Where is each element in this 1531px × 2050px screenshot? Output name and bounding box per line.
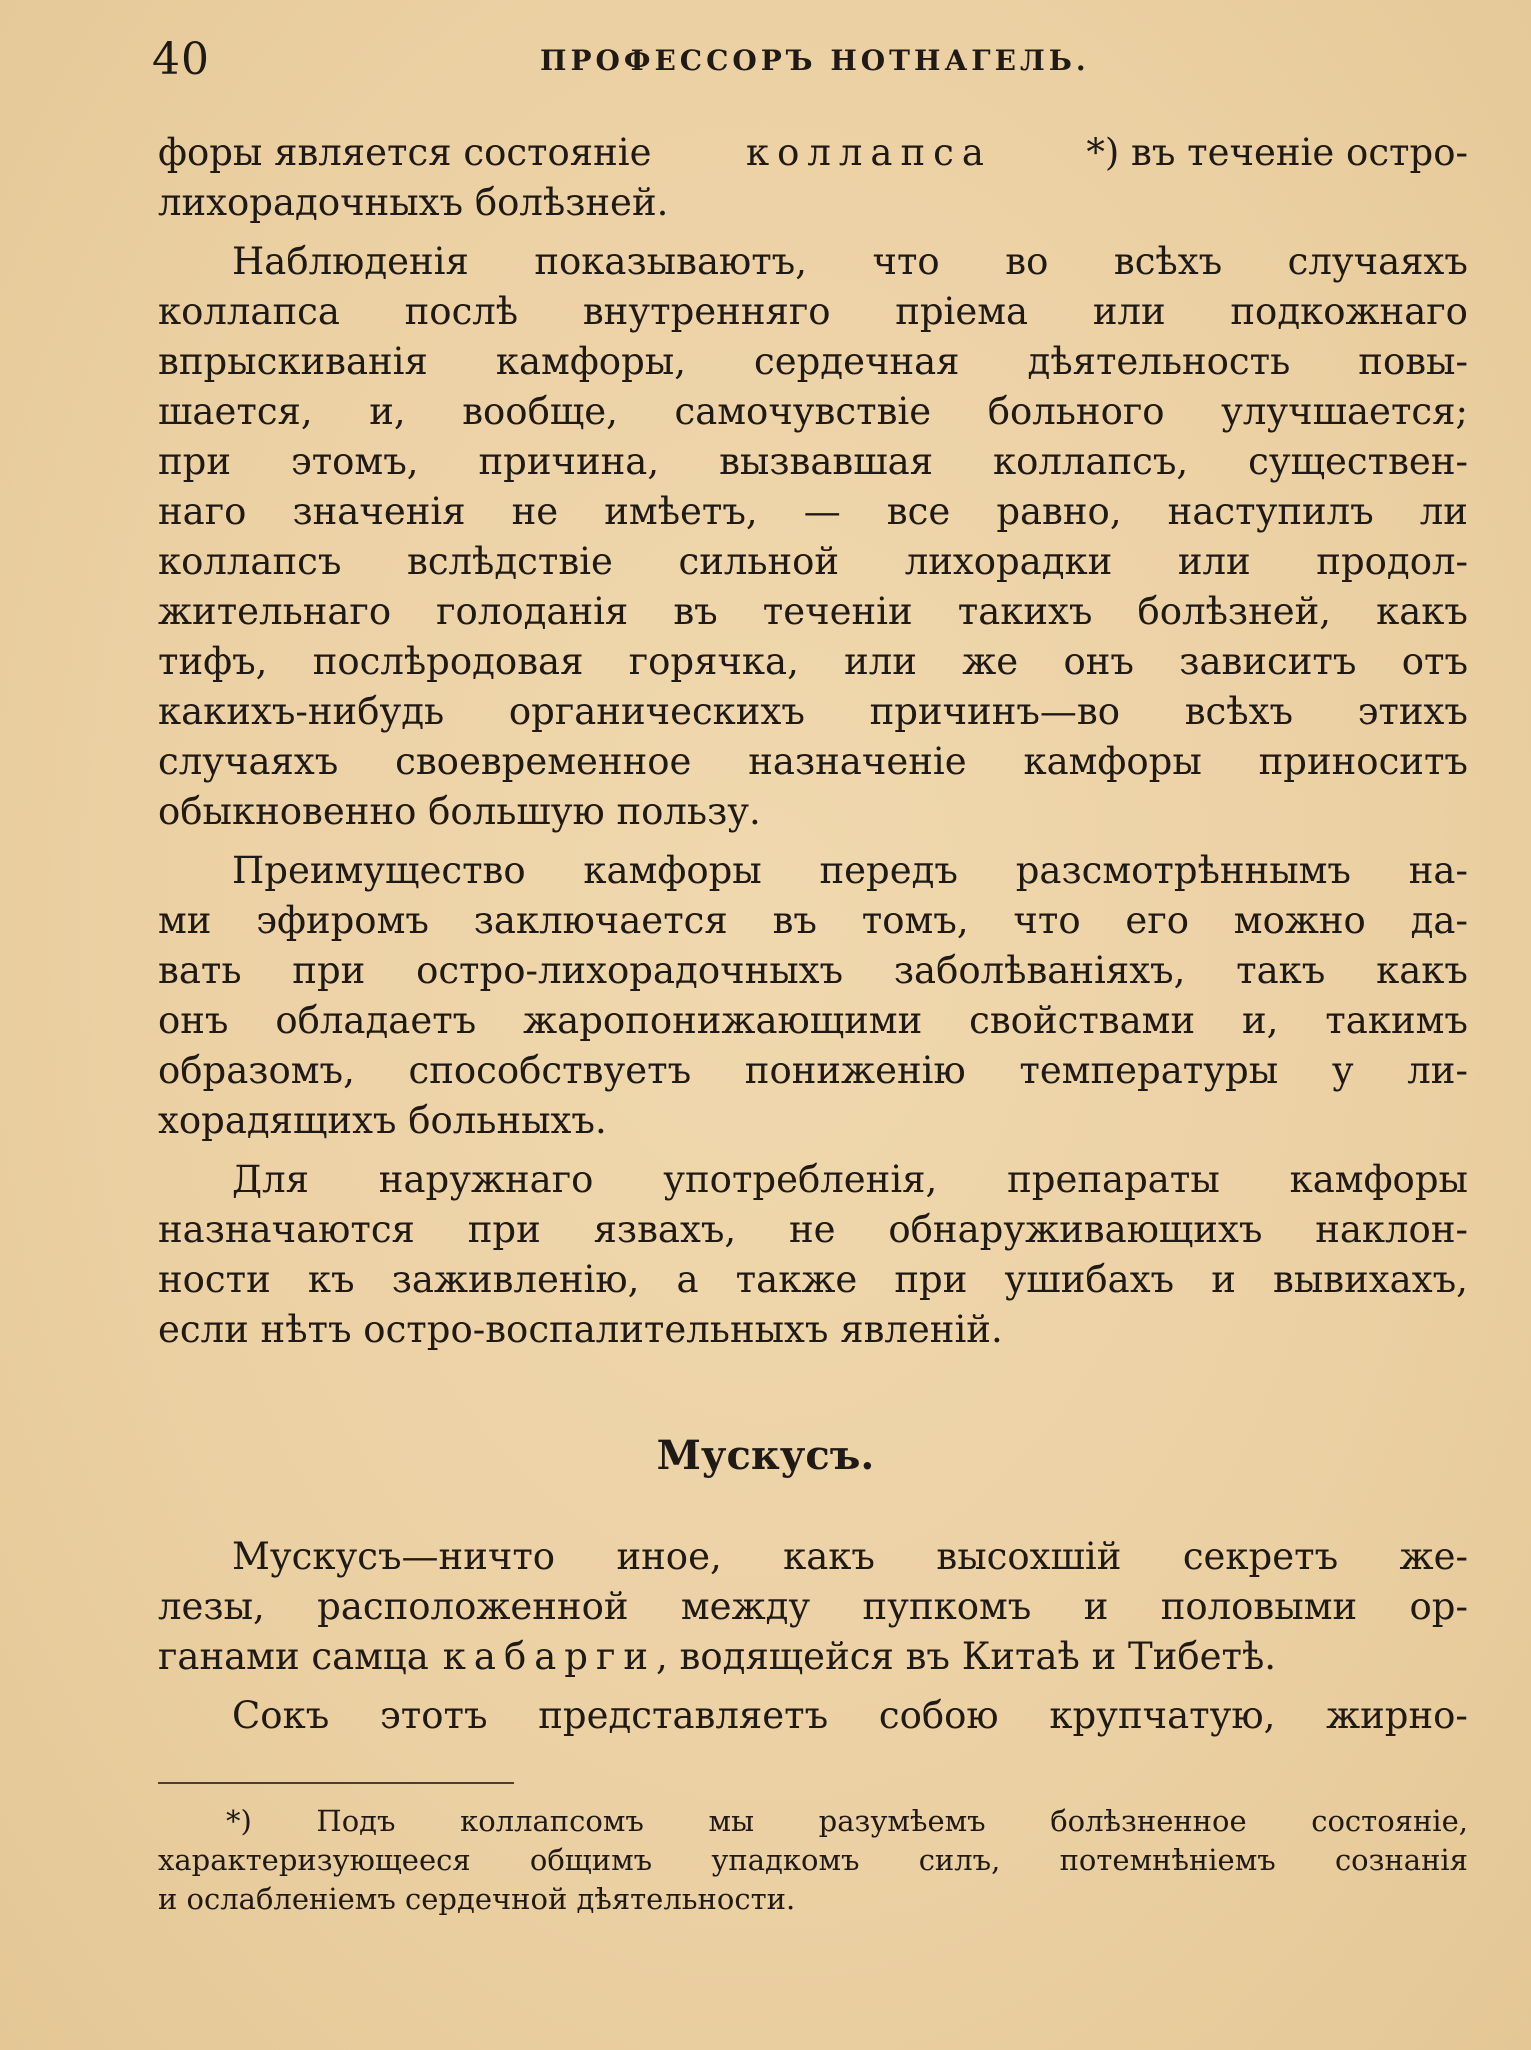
text-segment: наго значенiя не имѣетъ, — все равно, наступилъ ли xyxy=(158,490,1468,533)
text-segment: лезы, расположенной между пупкомъ и половыми ор- xyxy=(158,1585,1468,1628)
text-line xyxy=(158,387,1468,437)
text-segment: ганами самца xyxy=(158,1635,429,1678)
text-segment: если нѣтъ остро-воспалительныхъ явленiй. xyxy=(158,1308,1003,1351)
emphasized-term: коллапса xyxy=(745,131,992,174)
text-line xyxy=(158,237,1468,287)
text-line xyxy=(158,437,1468,487)
text-line xyxy=(158,337,1468,387)
text-segment: характеризующееся общимъ упадкомъ силъ, потемнѣнiемъ сознанiя xyxy=(158,1843,1468,1877)
text-line xyxy=(158,896,1468,946)
section-heading: Мускусъ. xyxy=(656,1432,875,1479)
text-line xyxy=(158,946,1468,996)
text-segment: лихорадочныхъ болѣзней. xyxy=(158,181,669,224)
text-line xyxy=(158,178,1468,228)
text-segment: назначаются при язвахъ, не обнаруживающихъ наклон- xyxy=(158,1208,1468,1251)
text-line xyxy=(158,1096,1468,1146)
running-head: ПРОФЕССОРЪ НОТНАГЕЛЬ. xyxy=(540,44,1090,77)
text-line xyxy=(158,1632,1468,1682)
text-segment: ности къ заживленiю, а также при ушибахъ и вывихахъ, xyxy=(158,1258,1468,1301)
text-word: *) въ теченiе остро- xyxy=(1086,131,1468,174)
text-segment: Для наружнаго употребленiя, препараты камфоры xyxy=(232,1158,1468,1201)
text-line xyxy=(158,587,1468,637)
text-line xyxy=(158,1046,1468,1096)
text-word: форы является состоянiе xyxy=(158,131,652,174)
text-line xyxy=(158,1305,1468,1355)
text-segment: тифъ, послѣродовая горячка, или же онъ зависитъ отъ xyxy=(158,640,1468,683)
text-line xyxy=(158,287,1468,337)
text-segment: жительнаго голоданiя въ теченiи такихъ болѣзней, какъ xyxy=(158,590,1468,633)
text-line xyxy=(158,637,1468,687)
text-segment: впрыскиванiя камфоры, сердечная дѣятельность повы- xyxy=(158,340,1468,383)
text-segment: Мускусъ—ничто иное, какъ высохшiй секретъ же- xyxy=(232,1535,1468,1578)
text-line xyxy=(158,846,1468,896)
text-segment: онъ обладаетъ жаропонижающими свойствами и, такимъ xyxy=(158,999,1468,1042)
footnote-line xyxy=(158,1802,1468,1841)
text-line xyxy=(158,1691,1468,1741)
text-segment: случаяхъ своевременное назначенiе камфоры приноситъ xyxy=(158,740,1468,783)
text-line xyxy=(158,537,1468,587)
footnote-line xyxy=(158,1841,1468,1880)
text-segment: *) Подъ коллапсомъ мы разумѣемъ болѣзненное состоянiе, xyxy=(226,1804,1468,1838)
text-segment: образомъ, способствуетъ пониженiю температуры у ли- xyxy=(158,1049,1468,1092)
text-segment: и ослабленiемъ сердечной дѣятельности. xyxy=(158,1882,796,1916)
text-line xyxy=(158,487,1468,537)
text-segment: при этомъ, причина, вызвавшая коллапсъ, существен- xyxy=(158,440,1468,483)
footnote-rule xyxy=(158,1782,514,1784)
text-line xyxy=(158,1205,1468,1255)
footnote xyxy=(158,1802,1468,1919)
text-line xyxy=(158,1532,1468,1582)
section-text xyxy=(158,1532,1468,1741)
emphasized-term: кабарги xyxy=(442,1635,657,1678)
text-segment: , водящейся въ Китаѣ и Тибетѣ. xyxy=(656,1635,1277,1678)
text-segment: Наблюденiя показываютъ, что во всѣхъ случаяхъ xyxy=(232,240,1468,283)
text-segment: коллапсъ вслѣдствiе сильной лихорадки или продол- xyxy=(158,540,1468,583)
text-segment: коллапса послѣ внутренняго прiема или подкожнаго xyxy=(158,290,1468,333)
text-line xyxy=(158,1582,1468,1632)
text-line xyxy=(158,787,1468,837)
text-segment: обыкновенно большую пользу. xyxy=(158,790,761,833)
text-segment: хорадящихъ больныхъ. xyxy=(158,1099,607,1142)
text-segment: Преимущество камфоры передъ разсмотрѣннымъ на- xyxy=(232,849,1468,892)
text-line xyxy=(158,687,1468,737)
main-text xyxy=(158,128,1468,1355)
text-line xyxy=(158,128,1468,178)
text-segment: Сокъ этотъ представляетъ собою крупчатую, жирно- xyxy=(232,1694,1468,1737)
page-number: 40 xyxy=(152,34,210,85)
text-line xyxy=(158,737,1468,787)
footnote-line xyxy=(158,1880,1468,1919)
text-segment: вать при остро-лихорадочныхъ заболѣванiяхъ, такъ какъ xyxy=(158,949,1468,992)
text-line xyxy=(158,996,1468,1046)
text-line xyxy=(158,1255,1468,1305)
text-line xyxy=(158,1155,1468,1205)
text-segment: какихъ-нибудь органическихъ причинъ—во всѣхъ этихъ xyxy=(158,690,1468,733)
text-segment: ми эфиромъ заключается въ томъ, что его можно да- xyxy=(158,899,1468,942)
text-segment: шается, и, вообще, самочувствiе больного улучшается; xyxy=(158,390,1468,433)
